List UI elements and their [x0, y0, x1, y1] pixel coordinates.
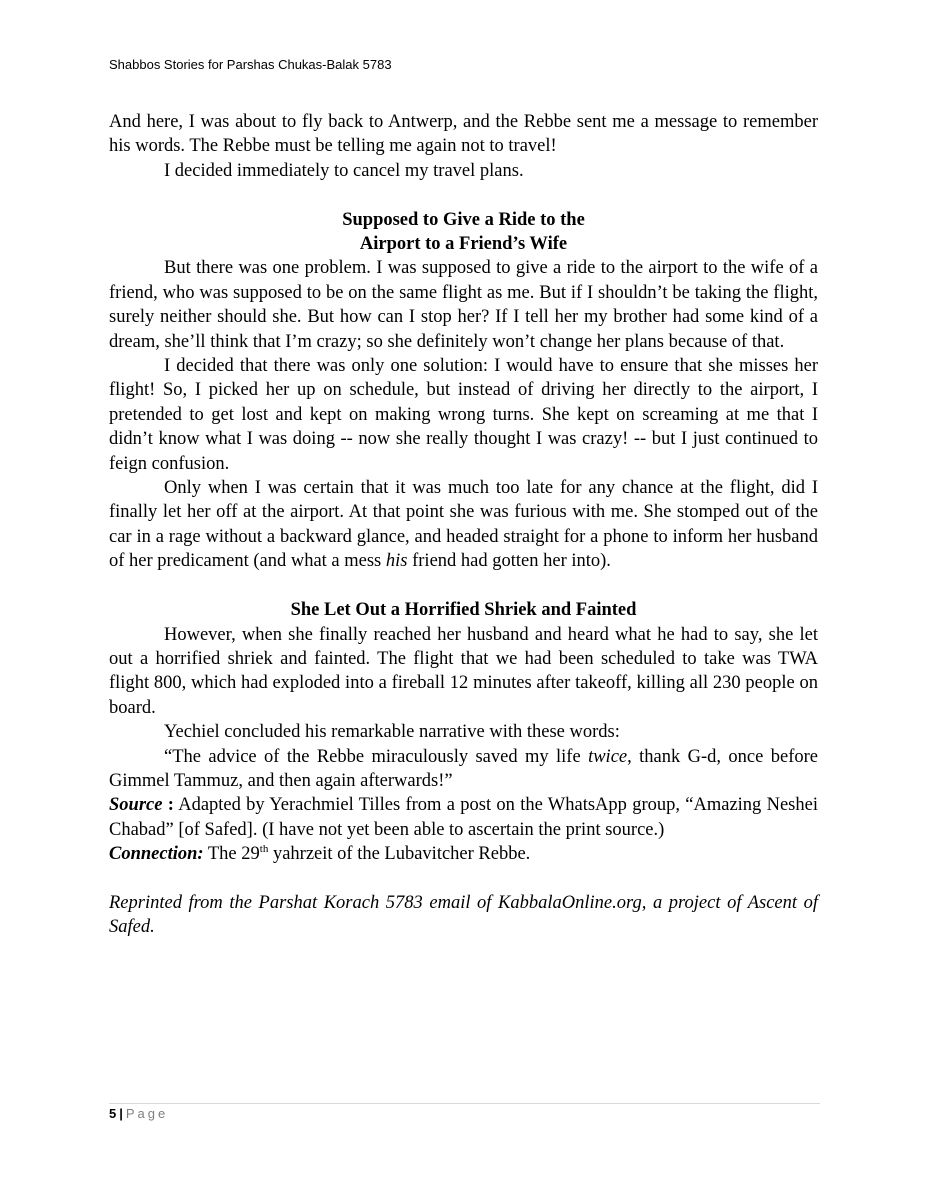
emphasis-text: his — [385, 551, 408, 572]
connection-text: yahrzeit of the Lubavitcher Rebbe. — [268, 844, 531, 865]
reprint-note: Reprinted from the Parshat Korach 5783 email of KabbalaOnline.org, a project of Ascent of Safed. — [109, 892, 818, 938]
section-heading-line: Airport to a Friend’s Wife — [359, 234, 568, 255]
section-heading: She Let Out a Horrified Shriek and Fainted — [290, 600, 637, 621]
source-note — [109, 793, 818, 842]
ordinal-suffix: th — [259, 843, 269, 856]
article-body — [109, 110, 818, 940]
paragraph: But there was one problem. I was supposed to give a ride to the airport to the wife of a friend, who was supposed to be on the same flight as me. But if I shouldn’t be taking the flight, surely neither should she. But how can I stop her? If I tell her my brother had some kind of a dream, she’ll think that I’m crazy; so she definitely won’t change her plans because of that. — [109, 258, 818, 352]
paragraph-text: “The advice of the Rebbe miraculously saved my life — [164, 746, 589, 767]
page-header-title: Shabbos Stories for Parshas Chukas-Balak 5783 — [109, 57, 392, 72]
section-heading — [109, 208, 818, 257]
paragraph: I decided immediately to cancel my travel plans. — [164, 160, 524, 181]
paragraph — [109, 476, 818, 574]
spacer — [109, 867, 818, 891]
paragraph: I decided that there was only one solution: I would have to ensure that she misses her flight! So, I picked her up on schedule, but instead of driving her directly to the airport, I pretended to get lost and kept on making wrong turns. She kept on screaming at me that I didn’t know what I was doing -- now she really thought I was crazy! -- but I just continued to feign confusion. — [109, 356, 818, 474]
spacer — [109, 574, 818, 598]
paragraph: And here, I was about to fly back to Antwerp, and the Rebbe sent me a message to remember his words. The Rebbe must be telling me again not to travel! — [109, 112, 818, 157]
source-colon: : — [162, 795, 174, 816]
paragraph: However, when she finally reached her husband and heard what he had to say, she let out a horrified shriek and fainted. The flight that we had been scheduled to take was TWA flight 800, which had exploded into a fireball 12 minutes after takeoff, killing all 230 people on board. — [109, 624, 818, 718]
section-heading-line: Supposed to Give a Ride to the — [342, 209, 585, 230]
footer-divider — [109, 1103, 820, 1104]
page-number: 5 — [109, 1106, 117, 1121]
connection-label: Connection: — [109, 844, 204, 865]
page-label: Page — [125, 1106, 169, 1121]
emphasis-text: twice — [588, 746, 628, 767]
source-label: Source — [109, 795, 163, 816]
paragraph: Yechiel concluded his remarkable narrative with these words: — [164, 722, 620, 743]
paragraph-text: , thank G-d, once before Gimmel Tammuz, and then again afterwards!” — [109, 746, 818, 791]
paragraph — [109, 745, 818, 794]
source-text: Adapted by Yerachmiel Tilles from a post on the WhatsApp group, “Amazing Neshei Chabad” [of Safed]. (I have not yet been able to ascertain the print source.) — [109, 795, 818, 840]
paragraph-text: friend had gotten her into). — [407, 551, 611, 572]
footer-separator: | — [119, 1106, 123, 1121]
connection-note — [109, 842, 818, 866]
spacer — [109, 183, 818, 207]
connection-text: The 29 — [203, 844, 260, 865]
paragraph-text: Only when I was certain that it was much too late for any chance at the flight, did I finally let her off at the airport. At that point she was furious with me. She stomped out of the car in a rage without a backward glance, and headed straight for a phone to inform her husband of her predicament (and what a mess — [109, 478, 818, 572]
page-footer — [109, 1106, 168, 1121]
